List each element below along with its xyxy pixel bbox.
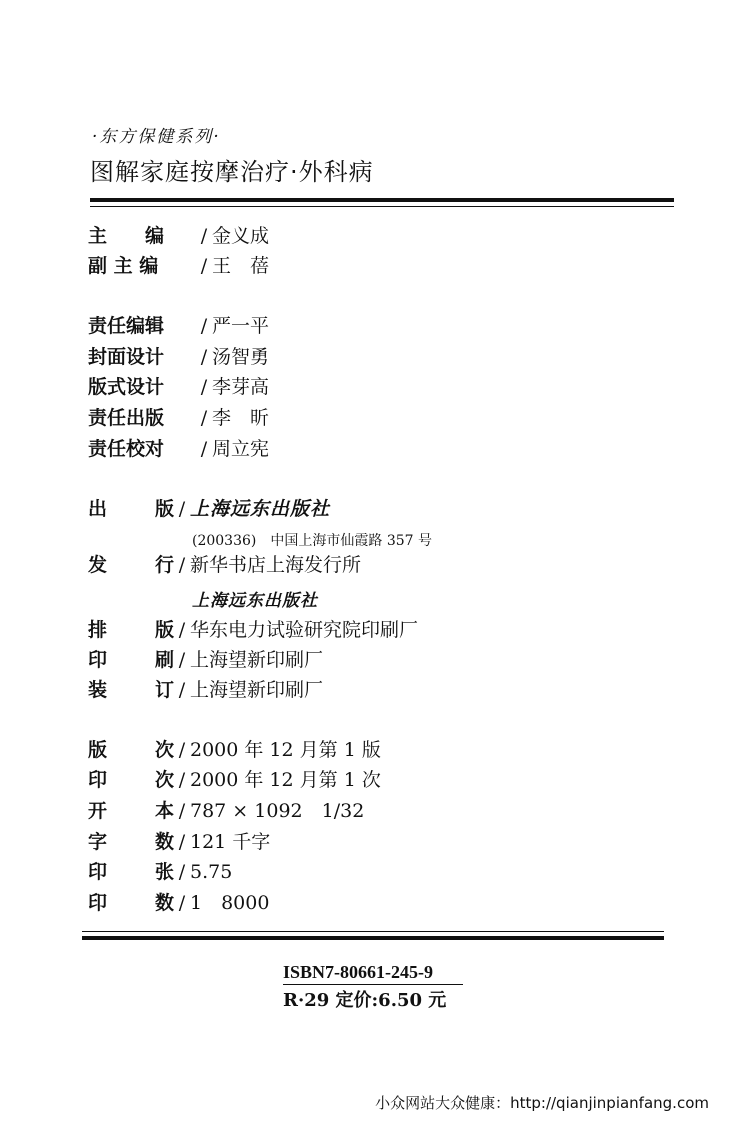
spec-value: 1 8000 (190, 892, 270, 914)
spec-row: 开 本 / 787 × 1092 1/32 (88, 800, 365, 822)
credit-label: 版式设计 (88, 376, 165, 398)
publishing-row: 排 版 / 华东电力试验研究院印刷厂 (88, 619, 419, 641)
distributor-name: 新华书店上海发行所 (190, 554, 362, 576)
credit-value: 李芽高 (212, 376, 270, 398)
credit-row: 责任出版 / 李 昕 (88, 407, 270, 429)
spec-row: 印 数 / 1 8000 (88, 892, 270, 914)
label-char: 排 (88, 619, 108, 641)
label-char: 版 (88, 739, 108, 761)
credit-row: 主 编 / 金义成 (88, 225, 270, 247)
binder-name: 上海望新印刷厂 (190, 679, 324, 701)
label-char: 出 (88, 498, 108, 520)
label-char: 次 (154, 769, 174, 791)
label-char: 行 (154, 554, 174, 576)
spec-row: 字 数 / 121 千字 (88, 831, 271, 853)
credit-row: 副 主 编 / 王 蓓 (88, 255, 270, 277)
label-char: 印 (88, 861, 108, 883)
credit-value: 汤智勇 (212, 346, 270, 368)
credit-label: 责任编辑 (88, 315, 165, 337)
credit-row: 封面设计 / 汤智勇 (88, 346, 270, 368)
credit-row: 责任校对 / 周立宪 (88, 438, 270, 460)
label-char: 订 (154, 679, 174, 701)
credit-value: 王 蓓 (212, 255, 270, 277)
label-char: 发 (88, 554, 108, 576)
spec-value: 2000 年 12 月第 1 版 (190, 739, 381, 761)
label-char: 数 (154, 831, 174, 853)
credit-label: 主 编 (88, 225, 165, 247)
credit-value: 周立宪 (212, 438, 270, 460)
spec-row: 版 次 / 2000 年 12 月第 1 版 (88, 739, 381, 761)
publishing-row: 出 版 / 上海远东出版社 (88, 498, 331, 520)
label-char: 版 (154, 498, 174, 520)
label-char: 装 (88, 679, 108, 701)
label-char: 印 (88, 892, 108, 914)
label-char: 开 (88, 800, 108, 822)
publishing-row: 发 行 / 新华书店上海发行所 (88, 554, 362, 576)
price-line: R·29 定价:6.50 元 (283, 990, 447, 1011)
credit-label: 封面设计 (88, 346, 165, 368)
label-char: 次 (154, 739, 174, 761)
book-title: 图解家庭按摩治疗·外科病 (90, 158, 374, 186)
publisher-address: (200336) 中国上海市仙霞路 357 号 (192, 533, 432, 549)
credit-label: 责任出版 (88, 407, 165, 429)
label-char: 版 (154, 619, 174, 641)
spec-value: 787 × 1092 1/32 (190, 800, 365, 822)
credit-label: 副 主 编 (88, 255, 159, 277)
spec-row: 印 次 / 2000 年 12 月第 1 次 (88, 769, 381, 791)
isbn-underline (283, 984, 463, 985)
top-rule-thin (90, 206, 674, 207)
distributor-sub: 上海远东出版社 (192, 591, 318, 611)
label-char: 印 (88, 649, 108, 671)
credit-row: 版式设计 / 李芽高 (88, 376, 270, 398)
publishing-row: 印 刷 / 上海望新印刷厂 (88, 649, 324, 671)
label-char: 字 (88, 831, 108, 853)
label-char: 刷 (154, 649, 174, 671)
label-char: 印 (88, 769, 108, 791)
spec-value: 121 千字 (190, 831, 271, 853)
printer-name: 上海望新印刷厂 (190, 649, 324, 671)
label-char: 张 (154, 861, 174, 883)
series-name: ·东方保健系列· (92, 127, 221, 147)
typesetter-name: 华东电力试验研究院印刷厂 (190, 619, 419, 641)
publishing-row: 装 订 / 上海望新印刷厂 (88, 679, 324, 701)
credit-value: 金义成 (212, 225, 270, 247)
footer-watermark: 小众网站大众健康：http://qianjinpianfang.com (375, 1094, 709, 1112)
top-rule-thick (90, 198, 674, 202)
credit-label: 责任校对 (88, 438, 165, 460)
credit-value: 严一平 (212, 315, 270, 337)
publisher-name: 上海远东出版社 (190, 498, 331, 520)
bottom-rule-thick (82, 936, 664, 940)
spec-row: 印 张 / 5.75 (88, 861, 233, 883)
label-char: 数 (154, 892, 174, 914)
credit-value: 李 昕 (212, 407, 270, 429)
bottom-rule-thin (82, 931, 664, 932)
spec-value: 2000 年 12 月第 1 次 (190, 769, 381, 791)
spec-value: 5.75 (190, 861, 233, 883)
credit-row: 责任编辑 / 严一平 (88, 315, 270, 337)
label-char: 本 (154, 800, 174, 822)
isbn: ISBN7-80661-245-9 (283, 962, 434, 982)
